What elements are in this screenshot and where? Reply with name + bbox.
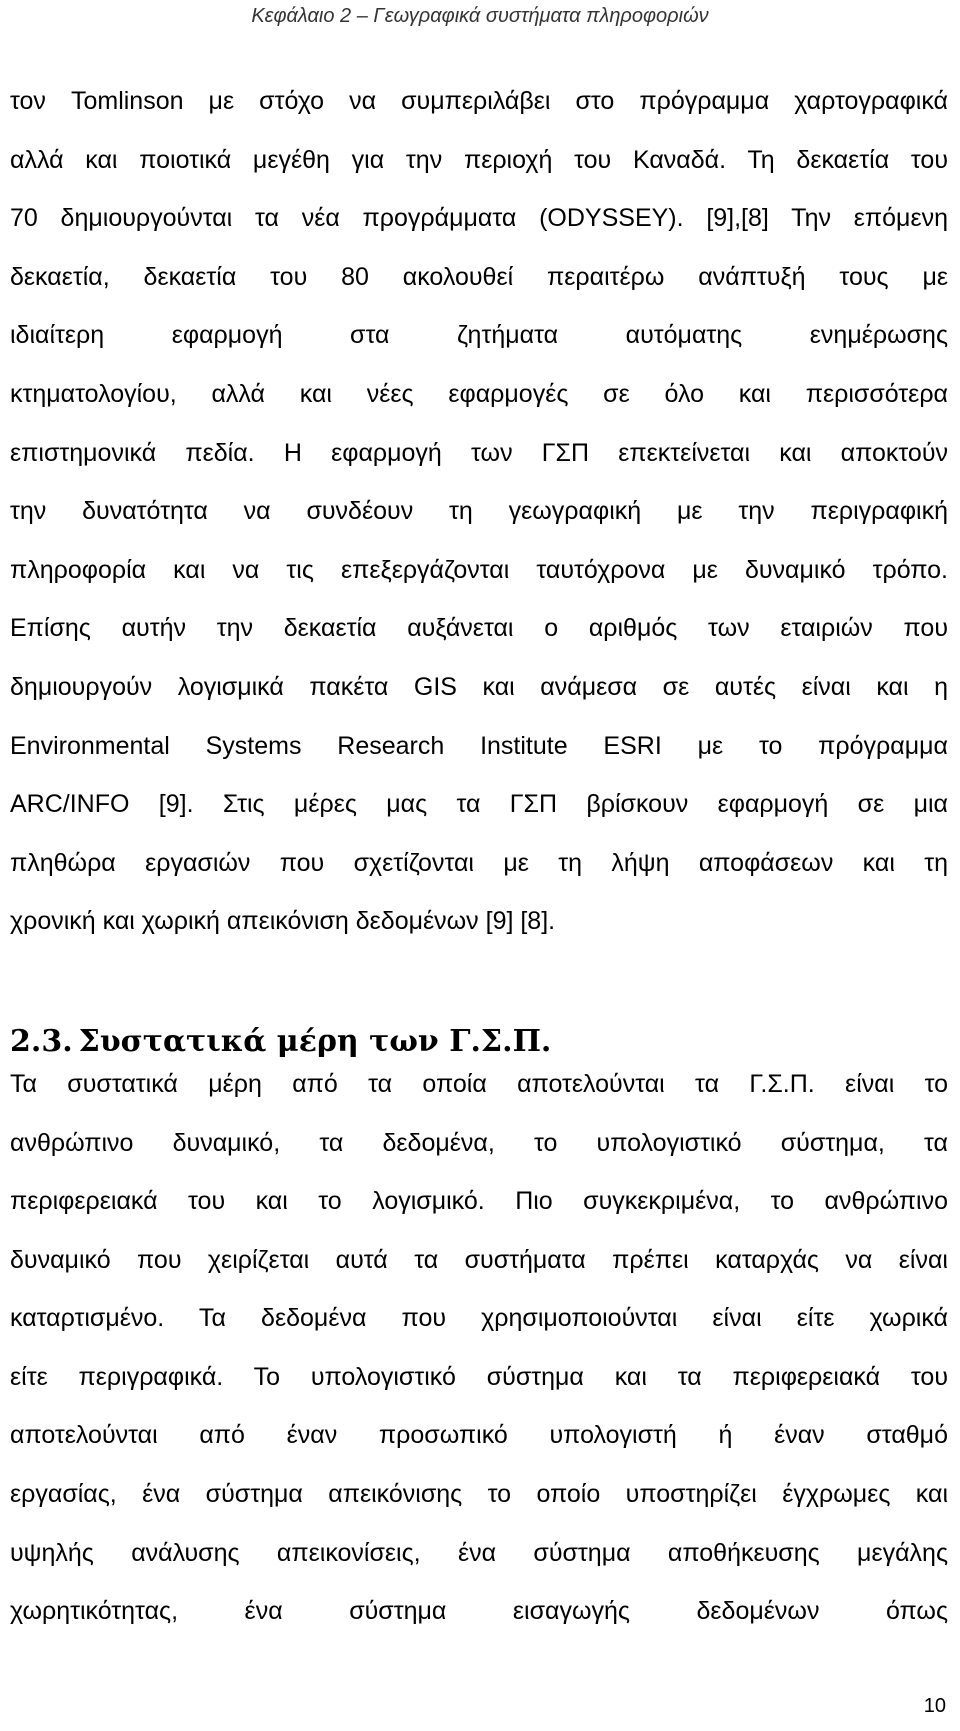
paragraph-history — [10, 72, 948, 951]
section-heading — [10, 951, 948, 1063]
paragraph-line: είτε περιγραφικά. Το υπολογιστικό σύστημα και τα περιφερειακά του — [10, 1362, 948, 1391]
paragraph-line: ανθρώπινο δυναμικό, τα δεδομένα, το υπολογιστικό σύστημα, τα — [10, 1128, 948, 1157]
paragraph-line: υψηλής ανάλυσης απεικονίσεις, ένα σύστημα αποθήκευσης μεγάλης — [10, 1538, 948, 1567]
paragraph-line: επιστημονικά πεδία. Η εφαρμογή των ΓΣΠ επεκτείνεται και αποκτούν — [10, 438, 948, 467]
paragraph-line: Τα συστατικά μέρη από τα οποία αποτελούνται τα Γ.Σ.Π. είναι το — [10, 1069, 948, 1098]
paragraph-line: 70 δημιουργούνται τα νέα προγράμματα (ODYSSEY). [9],[8] Την επόμενη — [10, 204, 948, 233]
paragraph-line: δυναμικό που χειρίζεται αυτά τα συστήματα πρέπει καταρχάς να είναι — [10, 1245, 948, 1274]
paragraph-line: αποτελούνται από έναν προσωπικό υπολογιστή ή έναν σταθμό — [10, 1421, 948, 1450]
paragraph-line: πληθώρα εργασιών που σχετίζονται με τη λήψη αποφάσεων και τη — [10, 848, 948, 877]
paragraph-line: δημιουργούν λογισμικά πακέτα GIS και ανάμεσα σε αυτές είναι και η — [10, 672, 948, 701]
page-number: 10 — [923, 1695, 946, 1717]
paragraph-line: αλλά και ποιοτικά μεγέθη για την περιοχή του Καναδά. Τη δεκαετία του — [10, 145, 948, 174]
paragraph-line: Environmental Systems Research Institute ESRI με το πρόγραμμα — [10, 731, 948, 760]
section-number: 2.3. — [10, 1023, 73, 1059]
paragraph-line: καταρτισμένο. Τα δεδομένα που χρησιμοποιούνται είναι είτε χωρικά — [10, 1304, 948, 1333]
paragraph-line: πληροφορία και να τις επεξεργάζονται ταυτόχρονα με δυναμικό τρόπο. — [10, 555, 948, 584]
paragraph-line: περιφερειακά του και το λογισμικό. Πιο συγκεκριμένα, το ανθρώπινο — [10, 1187, 948, 1216]
paragraph-line: ARC/INFO [9]. Στις μέρες μας τα ΓΣΠ βρίσκουν εφαρμογή σε μια — [10, 790, 948, 819]
paragraph-line: χωρητικότητας, ένα σύστημα εισαγωγής δεδομένων όπως — [10, 1597, 948, 1626]
section-title: Συστατικά μέρη των Γ.Σ.Π. — [78, 1023, 552, 1059]
paragraph-line: ιδιαίτερη εφαρμογή στα ζητήματα αυτόματης ενημέρωσης — [10, 321, 948, 350]
paragraph-components — [10, 1055, 948, 1641]
page-body — [10, 72, 948, 1641]
paragraph-line: κτηματολογίου, αλλά και νέες εφαρμογές σε όλο και περισσότερα — [10, 379, 948, 408]
paragraph-line: εργασίας, ένα σύστημα απεικόνισης το οποίο υποστηρίζει έγχρωμες και — [10, 1480, 948, 1509]
running-header: Κεφάλαιο 2 – Γεωγραφικά συστήματα πληροφοριών — [251, 5, 709, 27]
paragraph-line: δεκαετία, δεκαετία του 80 ακολουθεί περαιτέρω ανάπτυξή τους με — [10, 262, 948, 291]
paragraph-line: Επίσης αυτήν την δεκαετία αυξάνεται ο αριθμός των εταιριών που — [10, 614, 948, 643]
paragraph-line: χρονική και χωρική απεικόνιση δεδομένων [9] [8]. — [10, 907, 556, 936]
paragraph-line: τον Tomlinson με στόχο να συμπεριλάβει στο πρόγραμμα χαρτογραφικά — [10, 87, 948, 115]
paragraph-line: την δυνατότητα να συνδέουν τη γεωγραφική με την περιγραφική — [10, 497, 948, 526]
